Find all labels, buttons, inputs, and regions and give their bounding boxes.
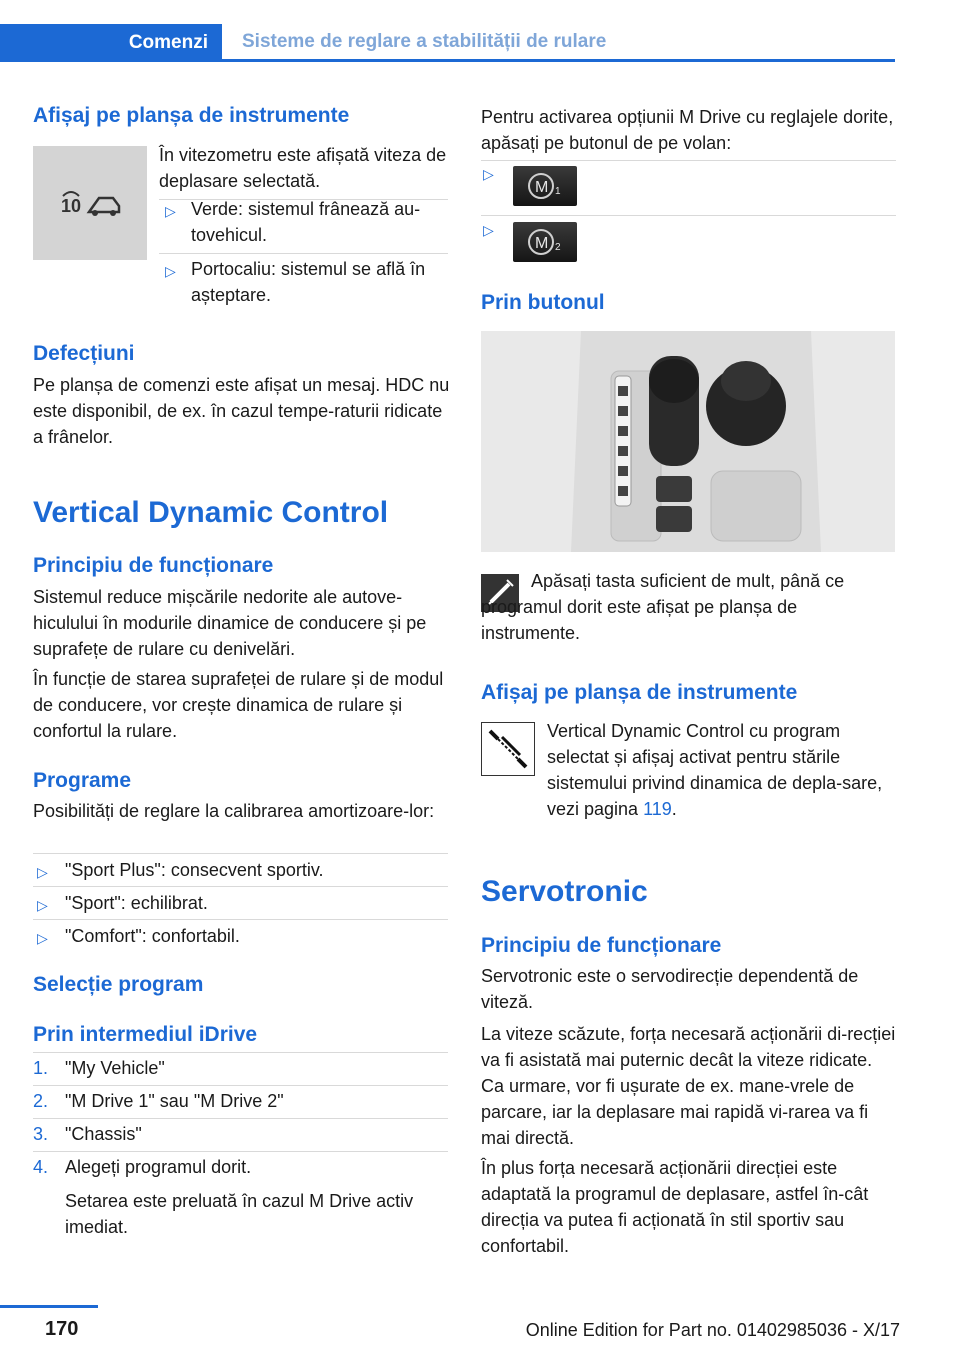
servotronic-title: Servotronic (481, 875, 648, 908)
m1-button-icon (513, 166, 577, 206)
bullet-item: ▷ Portocaliu: sistemul se află în așteptare. (165, 259, 426, 305)
header-tabs (0, 24, 895, 62)
button-title: Prin butonul (481, 291, 605, 314)
speed-number: 10 (61, 196, 82, 216)
program-item: ▷ "Sport Plus": consecvent sportiv. (37, 860, 324, 880)
page-link[interactable]: 119 (643, 799, 672, 819)
program-item: ▷ "Comfort": confortabil. (37, 926, 240, 946)
servo-text-1: Servotronic este o servodirecție dependentă de viteză. (481, 966, 859, 1012)
idrive-title: Prin intermediul iDrive (33, 1023, 258, 1046)
footer-line (0, 1305, 98, 1308)
select-title: Selecție program (33, 973, 204, 996)
svg-text:2: 2 (555, 242, 561, 253)
hdc-indicator-icon (33, 146, 147, 260)
servo-text-2: La viteze scăzute, forța necesară acționării di-recției va fi asistată mai puternic decât la viteze ridicate. Ca urmare, vor fi ușurate de ex. mane-vrele de parcare, iar la deplasare mai rapidă vi-rarea va fi mai directă. (481, 1024, 896, 1148)
step-item: 3. "Chassis" (33, 1124, 142, 1144)
step-item: 2. "M Drive 1" sau "M Drive 2" (33, 1091, 284, 1111)
center-console-image (481, 331, 895, 552)
display-title: Afișaj pe planșa de instrumente (33, 104, 350, 127)
shock-absorber-icon (481, 722, 535, 776)
tab-chapter[interactable]: Comenzi (0, 24, 222, 62)
principle-text-1: Sistemul reduce mișcările nedorite ale autove-hiculului în modurile dinamice de conducere și pe suprafețe de rulare cu denivelări. (33, 587, 427, 659)
tab-section[interactable]: Sisteme de reglare a stabilității de rulare (222, 24, 895, 62)
step-item: 4. Alegeți programul dorit. (33, 1157, 252, 1177)
step-item: 1. "My Vehicle" (33, 1058, 165, 1078)
page-number: 170 (45, 1318, 79, 1340)
servo-principle-title: Principiu de funcționare (481, 934, 722, 957)
svg-text:M: M (535, 179, 549, 196)
mdrive-text: Pentru activarea opțiunii M Drive cu reglajele dorite, apăsați pe butonul de pe volan: (481, 107, 894, 153)
right-display-title: Afișaj pe planșa de instrumente (481, 681, 798, 704)
defects-text: Pe planșa de comenzi este afișat un mesaj. HDC nu este disponibil, de ex. în cazul tempe-raturii ridicate a frânelor. (33, 375, 450, 447)
display-text: În vitezometru este afișată viteza de deplasare selectată. (159, 145, 447, 191)
instrument-display-image (33, 146, 147, 260)
step4-note: Setarea este preluată în cazul M Drive activ imediat. (65, 1191, 414, 1237)
servo-text-3: În plus forța necesară acționării direcției este adaptată la programul de deplasare, astfel în-cât direcția va putea fi acționată în stil sportiv sau confortabil. (481, 1158, 869, 1256)
programs-text: Posibilități de reglare la calibrarea amortizoare-lor: (33, 801, 435, 821)
principle-text-2: În funcție de starea suprafeței de rulare și de modul de conducere, vor crește dinamica de rulare și confortul la rulare. (33, 669, 444, 741)
programs-title: Programe (33, 769, 132, 792)
vdc-title: Vertical Dynamic Control (33, 496, 389, 529)
svg-text:M: M (535, 235, 549, 252)
principle-title: Principiu de funcționare (33, 554, 274, 577)
edition-text: Online Edition for Part no. 01402985036 - X/17 (525, 1320, 900, 1340)
defects-title: Defecțiuni (33, 342, 135, 365)
bullet-item: ▷ Verde: sistemul frânează au-tovehicul. (165, 199, 421, 245)
program-item: ▷ "Sport": echilibrat. (37, 893, 208, 913)
svg-text:1: 1 (555, 186, 561, 197)
button-text: Apăsați tasta suficient de mult, până ce programul dorit este afișat pe planșa de instrumente. (481, 571, 845, 643)
right-display-text: Vertical Dynamic Control cu program selectat și afișaj activat pentru stările sistemului privind dinamica de depla-sare, vezi pagina 119. (547, 721, 883, 819)
m2-button-icon (513, 222, 577, 262)
